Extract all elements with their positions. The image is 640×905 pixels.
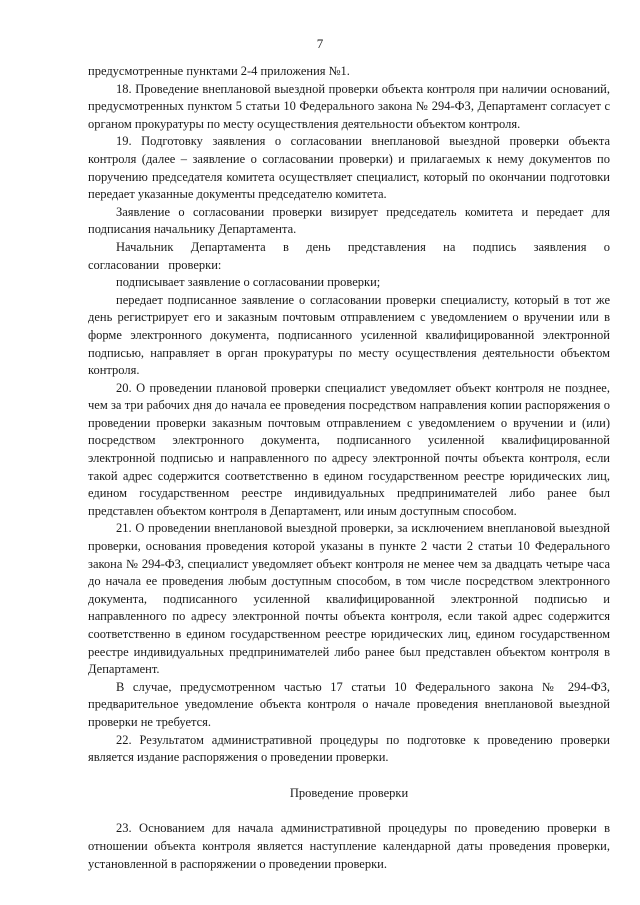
paragraph-signs-application: подписывает заявление о согласовании проверки; — [116, 275, 381, 290]
paragraph-21: 21. О проведении внеплановой выездной проверки, за исключением внеплановой выездной проверки, основания проведения которой указаны в пункте 2 части 2 статьи 10 Федерального закона № 294-ФЗ, специалист уведомляет объект контроля не менее чем за двадцать четыре часа до начала ее проведения любым доступным способом, в том числе посредством электронного документа, подписанного усиленной квалифицированной электронной подписью и направленного по адресу электронной почты объекта контроля, если такой адрес содержится соответственно в едином государственном реестре юридических лиц, едином государственном реестре индивидуальных предпринимателей либо ранее был представлен объектом контроля в Департамент. — [88, 521, 610, 677]
paragraph-continuation: предусмотренные пунктами 2-4 приложения №1. — [88, 64, 350, 78]
paragraph-19: 19. Подготовку заявления о согласовании внеплановой выездной проверки объекта контроля (далее – заявление о согласовании проверки) и прилагаемых к нему документов по поручению председателя комитета осуществляет специалист, который по окончании подготовки передает указанные документы председателю комитета. — [88, 134, 610, 202]
paragraph-22: 22. Результатом административной процедуры по подготовке к проведению проверки является издание распоряжения о проведении проверки. — [88, 732, 610, 765]
paragraph-23: 23. Основанием для начала административной процедуры по проведению проверки в отношении объекта контроля является наступление календарной даты проведения проверки, установленной в распоряжении о проведении проверки. — [88, 821, 610, 871]
paragraph-transfers-application: передает подписанное заявление о согласовании проверки специалисту, который в тот же день регистрирует его и заказным почтовым отправлением с уведомлением о вручении или в форме электронного документа, подписанного усиленной квалифицированной электронной подписью, направляет в орган прокуратуры по месту осуществления деятельности объектом контроля. — [88, 292, 610, 378]
paragraph-no-notice-required: В случае, предусмотренном частью 17 статьи 10 Федерального закона № 294-ФЗ, предварительное уведомление объекта контроля о начале проведения внеплановой выездной проверки не требуется. — [88, 679, 610, 729]
section-heading: Проведение проверки — [289, 785, 409, 800]
page-number: 7 — [316, 36, 324, 51]
paragraph-head-of-department: Начальник Департамента в день представления на подпись заявления о согласовании проверки: — [88, 239, 610, 272]
paragraph-20: 20. О проведении плановой проверки специалист уведомляет объект контроля не позднее, чем за три рабочих дня до начала ее проведения посредством направления копии распоряжения о проведении проверки заказным почтовым отправлением с уведомлением о вручении и (или) посредством электронного документа, подписанного усиленной квалифицированной электронной подписью и направленного по адресу электронной почты объекта контроля, если такой адрес содержится соответственно в едином государственном реестре юридических лиц, едином государственном реестре индивидуальных предпринимателей либо ранее был представлен объектом контроля в Департамент, или иным доступным способом. — [88, 380, 610, 518]
document-body — [88, 63, 610, 873]
paragraph-18: 18. Проведение внеплановой выездной проверки объекта контроля при наличии оснований, предусмотренных пунктом 5 статьи 10 Федерального закона № 294-ФЗ, Департамент согласует с органом прокуратуры по месту осуществления деятельности объектом контроля. — [88, 81, 610, 131]
paragraph-application-approval: Заявление о согласовании проверки визирует председатель комитета и передает для подписания начальнику Департамента. — [88, 204, 610, 237]
